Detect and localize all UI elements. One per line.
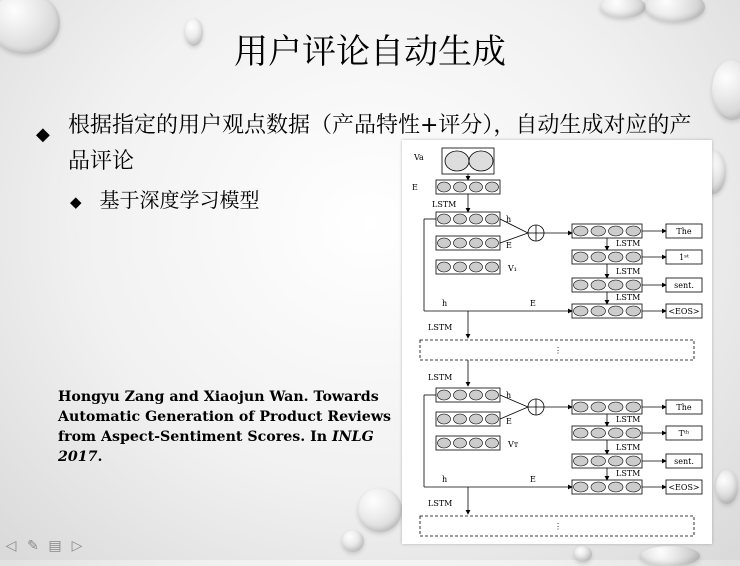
lstm-cell bbox=[626, 226, 641, 236]
model-diagram bbox=[402, 140, 712, 544]
water-drop bbox=[358, 488, 402, 532]
lstm-cell bbox=[626, 428, 641, 438]
output-word: <EOS> bbox=[668, 307, 700, 316]
pen-icon[interactable]: ✎ bbox=[27, 538, 39, 554]
lstm-cell bbox=[591, 402, 606, 412]
lstm-cell bbox=[626, 402, 641, 412]
water-drop bbox=[640, 546, 700, 566]
lstm-cell bbox=[454, 262, 467, 272]
lstm-cell bbox=[454, 390, 467, 400]
lstm-s-label: LSTM bbox=[616, 293, 641, 302]
model-diagram-svg bbox=[402, 140, 712, 544]
lstm-cell bbox=[438, 262, 451, 272]
output-word: Tᵗʰ bbox=[678, 429, 690, 438]
lstm-cell bbox=[626, 280, 641, 290]
lstm-cell bbox=[454, 182, 467, 192]
water-drop bbox=[600, 0, 646, 18]
lstm-cell bbox=[626, 482, 641, 492]
lstm-cell bbox=[486, 390, 499, 400]
lstm-p-label-3: LSTM bbox=[428, 373, 453, 382]
lstm-cell bbox=[574, 428, 589, 438]
output-word: <EOS> bbox=[668, 483, 700, 492]
va-label: Va bbox=[414, 153, 424, 162]
lstm-cell bbox=[574, 402, 589, 412]
output-word: sent. bbox=[674, 457, 694, 466]
e1c-label: E bbox=[530, 299, 536, 308]
lstm-cell bbox=[438, 214, 451, 224]
lstm-cell bbox=[591, 280, 606, 290]
vt-label: Vт bbox=[508, 440, 519, 449]
lstm-cell bbox=[438, 414, 451, 424]
lstm-cell bbox=[609, 428, 624, 438]
lstm-s-label: LSTM bbox=[616, 267, 641, 276]
h1p-label: h bbox=[506, 215, 512, 224]
lstm-p-label-2: LSTM bbox=[428, 323, 453, 332]
lstm-cell bbox=[609, 280, 624, 290]
diamond-bullet-icon: ◆ bbox=[36, 124, 50, 145]
lstm-p-label-4: LSTM bbox=[428, 499, 453, 508]
bullet-1-text: 根据指定的用户观点数据（产品特性+评分），自动生成对应的产品评论 bbox=[68, 113, 692, 174]
lstm-cell bbox=[470, 390, 483, 400]
lstm-cell bbox=[626, 306, 641, 316]
lstm-s-label: LSTM bbox=[616, 239, 641, 248]
lstm-s-label: LSTM bbox=[616, 469, 641, 478]
slide-title: 用户评论自动生成 bbox=[234, 32, 506, 72]
output-word: 1ˢᵗ bbox=[679, 253, 689, 262]
lstm-cell bbox=[486, 182, 499, 192]
output-word: The bbox=[676, 403, 692, 412]
lstm-cell bbox=[591, 456, 606, 466]
lstm-cell bbox=[470, 214, 483, 224]
lstm-cell bbox=[626, 456, 641, 466]
lstm-cell bbox=[438, 182, 451, 192]
lstm-cell bbox=[438, 438, 451, 448]
htp-label: h bbox=[506, 391, 512, 400]
water-drop bbox=[645, 0, 705, 22]
lstm-cell bbox=[609, 402, 624, 412]
water-drop bbox=[342, 530, 364, 552]
ellipsis-1: ⋮ bbox=[554, 346, 562, 355]
slide-nav bbox=[2, 538, 86, 554]
lstm-cell bbox=[454, 438, 467, 448]
lstm-cell bbox=[609, 306, 624, 316]
lstm-cell bbox=[486, 238, 499, 248]
lstm-cell bbox=[438, 238, 451, 248]
lstm-cell bbox=[574, 456, 589, 466]
lstm-s-label: LSTM bbox=[616, 443, 641, 452]
output-word: The bbox=[676, 227, 692, 236]
output-word: sent. bbox=[674, 281, 694, 290]
lstm-cell bbox=[609, 226, 624, 236]
lstm-cell bbox=[486, 438, 499, 448]
lstm-cell bbox=[486, 214, 499, 224]
lstm-cell bbox=[609, 252, 624, 262]
lstm-cell bbox=[486, 262, 499, 272]
lstm-cell bbox=[470, 182, 483, 192]
htp-bottom-label: h bbox=[442, 475, 448, 484]
lstm-cell bbox=[609, 482, 624, 492]
lstm-cell bbox=[574, 226, 589, 236]
etv-label: E bbox=[506, 417, 512, 426]
slides-icon[interactable]: ▤ bbox=[48, 538, 62, 554]
etc-label: E bbox=[530, 475, 536, 484]
lstm-cell bbox=[626, 252, 641, 262]
lstm-cell bbox=[454, 414, 467, 424]
citation-text: Hongyu Zang and Xiaojun Wan. Towards Automatic Generation of Product Reviews from Aspect-Sentiment Scores. In bbox=[58, 389, 392, 445]
lstm-cell bbox=[470, 438, 483, 448]
citation bbox=[58, 387, 408, 467]
lstm-cell bbox=[486, 414, 499, 424]
lstm-cell bbox=[609, 456, 624, 466]
lstm-s-label: LSTM bbox=[616, 415, 641, 424]
lstm-cell bbox=[574, 306, 589, 316]
citation-end: . bbox=[97, 449, 103, 465]
ea-label: E bbox=[412, 183, 418, 192]
bullet-2 bbox=[70, 184, 260, 213]
lstm-cell bbox=[591, 428, 606, 438]
h1p-bottom-label: h bbox=[442, 299, 448, 308]
lstm-cell bbox=[574, 280, 589, 290]
lstm-cell bbox=[591, 226, 606, 236]
lstm-cell bbox=[454, 214, 467, 224]
v1-label: V₁ bbox=[508, 264, 517, 273]
bullet-2-text: 基于深度学习模型 bbox=[99, 188, 260, 212]
lstm-cell bbox=[574, 252, 589, 262]
e1v-label: E bbox=[506, 241, 512, 250]
water-drop bbox=[716, 470, 738, 504]
lstm-cell bbox=[591, 306, 606, 316]
lstm-cell bbox=[470, 262, 483, 272]
lstm-cell bbox=[454, 238, 467, 248]
lstm-cell bbox=[591, 252, 606, 262]
citation-venue: INLG 2017 bbox=[58, 429, 374, 465]
diamond-bullet-icon: ◆ bbox=[70, 193, 82, 211]
ellipsis-2: ⋮ bbox=[554, 522, 562, 531]
lstm-cell bbox=[574, 482, 589, 492]
lstm-p-label: LSTM bbox=[432, 200, 457, 209]
lstm-cell bbox=[591, 482, 606, 492]
lstm-cell bbox=[470, 238, 483, 248]
lstm-cell bbox=[470, 414, 483, 424]
lstm-cell bbox=[438, 390, 451, 400]
next-arrow-icon[interactable]: ▷ bbox=[71, 538, 83, 554]
prev-arrow-icon[interactable]: ◁ bbox=[5, 538, 17, 554]
